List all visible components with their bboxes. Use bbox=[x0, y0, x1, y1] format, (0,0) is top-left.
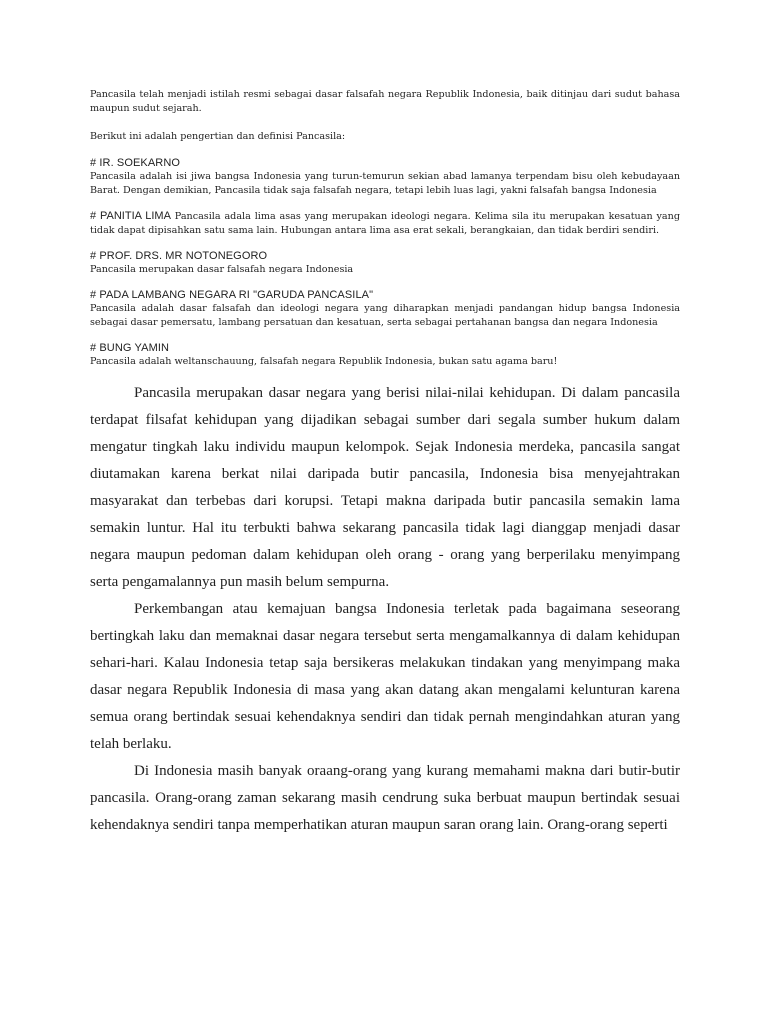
body-paragraph: Pancasila merupakan dasar negara yang berisi nilai-nilai kehidupan. Di dalam pancasila terdapat filsafat kehidupan yang dijadikan sebagai sumber dari segala sumber hukum dalam mengatur tingkah laku individu maupun kelompok. Sejak Indonesia merdeka, pancasila sangat diutamakan karena berkat nilai daripada butir pancasila, Indonesia bisa menyejahtrakan masyarakat dan terbebas dari korupsi. Tetapi makna daripada butir pancasila semakin lama semakin luntur. Hal itu terbukti bahwa sekarang pancasila tidak lagi dianggap menjadi dasar negara maupun pedoman dalam kehidupan oleh orang - orang yang berperilaku menyimpang serta pengamalannya pun masih belum sempurna. bbox=[90, 385, 680, 590]
definition-text: Pancasila adalah dasar falsafah dan ideologi negara yang diharapkan menjadi pandangan hidup bangsa Indonesia sebagai dasar pemersatu, lambang persatuan dan kesatuan, serta sebagai pertahanan bangsa dan negara Indonesia bbox=[90, 303, 680, 328]
definition-heading: # PANITIA LIMA bbox=[90, 210, 171, 222]
document-page bbox=[90, 88, 680, 839]
definition-garuda-pancasila bbox=[90, 288, 680, 330]
definitions-lead: Berikut ini adalah pengertian dan definisi Pancasila: bbox=[90, 131, 346, 142]
definition-text: Pancasila adalah weltanschauung, falsafah negara Republik Indonesia, bukan satu agama baru! bbox=[90, 356, 558, 367]
definition-text: Pancasila adala lima asas yang merupakan ideologi negara. Kelima sila itu merupakan kesatuan yang tidak dapat dipisahkan satu sama lain. Hubungan antara lima asa erat sekali, berangkaian, dan tidak berdiri sendiri. bbox=[90, 211, 680, 236]
definition-heading: # BUNG YAMIN bbox=[90, 342, 170, 354]
body-paragraph: Perkembangan atau kemajuan bangsa Indonesia terletak pada bagaimana seseorang bertingkah laku dan memaknai dasar negara tersebut serta mengamalkannya di dalam kehidupan sehari-hari. Kalau Indonesia tetap saja bersikeras melakukan tindakan yang menyimpang maka dasar negara Republik Indonesia di masa yang akan datang akan mengalami kelunturan karena semua orang bertindak sesuai kehendaknya sendiri dan tidak pernah mengindahkan aturan yang telah berlaku. bbox=[90, 601, 680, 752]
definition-heading: # PADA LAMBANG NEGARA RI "GARUDA PANCASILA" bbox=[90, 289, 374, 301]
definition-inline bbox=[90, 209, 680, 238]
definition-heading: # IR. SOEKARNO bbox=[90, 157, 181, 169]
definition-bung-yamin bbox=[90, 341, 680, 369]
definition-notonegoro bbox=[90, 249, 680, 277]
definition-soekarno bbox=[90, 156, 680, 198]
intro-paragraph: Pancasila telah menjadi istilah resmi sebagai dasar falsafah negara Republik Indonesia, baik ditinjau dari sudut bahasa maupun sudut sejarah. bbox=[90, 89, 680, 114]
definition-text: Pancasila merupakan dasar falsafah negara Indonesia bbox=[90, 264, 354, 275]
definition-panitia-lima bbox=[90, 209, 680, 238]
definition-heading: # PROF. DRS. MR NOTONEGORO bbox=[90, 250, 268, 262]
body-paragraph: Di Indonesia masih banyak oraang-orang yang kurang memahami makna dari butir-butir pancasila. Orang-orang zaman sekarang masih cendrung suka berbuat maupun bertindak sesuai kehendaknya sendiri tanpa memperhatikan aturan maupun saran orang lain. Orang-orang seperti bbox=[90, 763, 680, 833]
definition-text: Pancasila adalah isi jiwa bangsa Indonesia yang turun-temurun sekian abad lamanya terpendam bisu oleh kebudayaan Barat. Dengan demikian, Pancasila tidak saja falsafah negara, tetapi lebih luas lagi, yakni falsafah bangsa Indonesia bbox=[90, 171, 680, 196]
essay-body bbox=[90, 380, 680, 839]
